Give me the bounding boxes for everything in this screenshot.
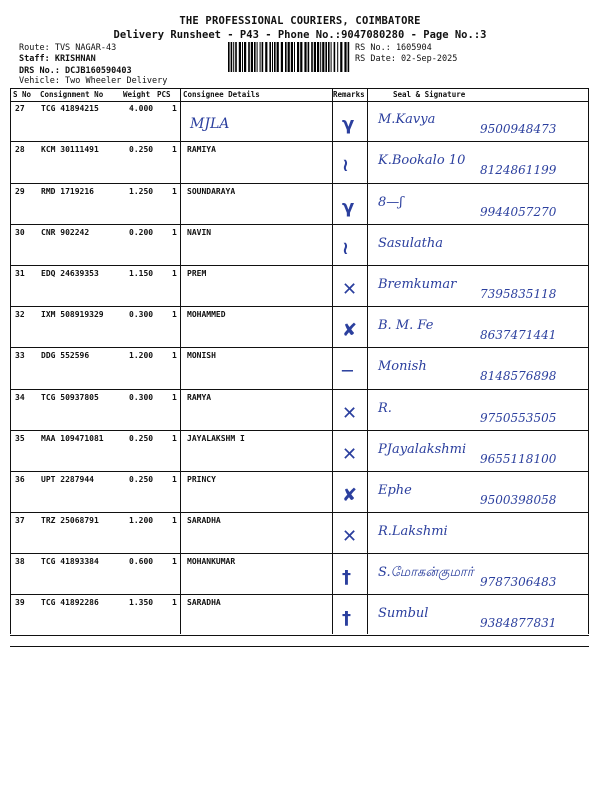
barcode-bar xyxy=(239,42,241,72)
barcode-bar xyxy=(304,42,306,72)
signature: Monish xyxy=(378,359,427,374)
barcode-bar xyxy=(288,42,290,72)
barcode-bar xyxy=(257,42,258,72)
row-consignment-no: TRZ 25068791 xyxy=(41,516,99,525)
signature-phone: 9384877831 xyxy=(480,616,557,630)
barcode-bar xyxy=(235,42,237,72)
row-pcs: 1 xyxy=(172,269,177,278)
remark-mark: ≀ xyxy=(342,238,349,259)
row-sno: 29 xyxy=(15,187,25,196)
remark-mark: γ xyxy=(342,197,355,218)
col-weight: Weight xyxy=(123,90,151,99)
barcode-bar xyxy=(269,42,271,72)
barcode-bar xyxy=(265,42,267,72)
table-row xyxy=(10,224,589,266)
col-consignee: Consignee Details xyxy=(183,90,260,99)
row-sno: 27 xyxy=(15,104,25,113)
company-name: THE PROFESSIONAL COURIERS, COIMBATORE xyxy=(179,15,421,27)
row-weight: 4.000 xyxy=(129,104,154,113)
row-pcs: 1 xyxy=(172,434,177,443)
signature: K.Bookalo 10 xyxy=(378,153,466,168)
signature-phone: 9750553505 xyxy=(480,411,557,425)
barcode-bar xyxy=(334,42,336,72)
remark-mark: γ xyxy=(342,114,355,135)
row-sno: 37 xyxy=(15,516,25,525)
rs-date: RS Date: 02-Sep-2025 xyxy=(355,54,458,64)
table-row xyxy=(10,347,589,390)
row-consignee: MOHAMMED xyxy=(187,310,226,319)
table-row xyxy=(10,141,589,184)
row-consignee: SARADHA xyxy=(187,598,221,607)
row-consignment-no: TCG 41893384 xyxy=(41,557,99,566)
row-consignee: PRINCY xyxy=(187,475,216,484)
handwritten-consignee: MJLA xyxy=(190,116,230,132)
table-row xyxy=(10,594,589,636)
col-sno: S No xyxy=(13,90,32,99)
barcode-bar xyxy=(297,42,299,72)
row-weight: 1.200 xyxy=(129,351,154,360)
row-sno: 34 xyxy=(15,393,25,402)
table-row xyxy=(10,183,589,225)
barcode-bar xyxy=(328,42,330,72)
barcode-bar xyxy=(337,42,338,72)
signature-phone: 8124861199 xyxy=(480,163,557,177)
table-bottom-line xyxy=(10,646,589,647)
barcode-bar xyxy=(285,42,287,72)
row-sno: 33 xyxy=(15,351,25,360)
row-consignment-no: TCG 41894215 xyxy=(41,104,99,113)
row-pcs: 1 xyxy=(172,475,177,484)
remark-mark: † xyxy=(342,567,351,588)
row-weight: 0.200 xyxy=(129,228,154,237)
row-pcs: 1 xyxy=(172,393,177,402)
remark-mark: ≀ xyxy=(342,155,349,176)
barcode-bar xyxy=(231,42,233,72)
table-row xyxy=(10,471,589,513)
row-pcs: 1 xyxy=(172,145,177,154)
row-weight: 0.300 xyxy=(129,393,154,402)
row-consignee: MONISH xyxy=(187,351,216,360)
row-pcs: 1 xyxy=(172,187,177,196)
signature: 8—ʃ xyxy=(378,195,403,210)
row-weight: 0.250 xyxy=(129,434,154,443)
signature-phone: 9500948473 xyxy=(480,122,557,136)
row-pcs: 1 xyxy=(172,104,177,113)
row-weight: 0.250 xyxy=(129,145,154,154)
row-sno: 38 xyxy=(15,557,25,566)
table-row xyxy=(10,430,589,472)
remark-mark: ✕ xyxy=(342,279,358,300)
row-consignment-no: EDQ 24639353 xyxy=(41,269,99,278)
signature: Sumbul xyxy=(378,606,429,621)
row-sno: 32 xyxy=(15,310,25,319)
barcode-bar xyxy=(344,42,346,72)
row-consignment-no: KCM 30111491 xyxy=(41,145,99,154)
row-consignee: MOHANKUMAR xyxy=(187,557,236,566)
signature: PJayalakshmi xyxy=(378,442,467,457)
row-consignment-no: RMD 1719216 xyxy=(41,187,94,196)
row-sno: 36 xyxy=(15,475,25,484)
row-weight: 0.300 xyxy=(129,310,154,319)
rs-no: RS No.: 1605904 xyxy=(355,43,432,53)
signature-phone: 8148576898 xyxy=(480,369,557,383)
barcode-bar xyxy=(325,42,327,72)
barcode xyxy=(228,42,350,72)
signature-phone: 9500398058 xyxy=(480,493,557,507)
barcode-bar xyxy=(291,42,293,72)
barcode-bar xyxy=(348,42,350,72)
remark-mark: ✕ xyxy=(342,403,358,424)
row-consignee: NAVIN xyxy=(187,228,212,237)
vehicle: Vehicle: Two Wheeler Delivery xyxy=(19,76,168,86)
table-row xyxy=(10,265,589,307)
signature: R.Lakshmi xyxy=(378,524,448,539)
row-consignee: RAMYA xyxy=(187,393,212,402)
route: Route: TVS NAGAR-43 xyxy=(19,43,117,53)
remark-mark: ✘ xyxy=(342,485,358,506)
signature-phone: 7395835118 xyxy=(480,287,557,301)
runsheet-title: Delivery Runsheet - P43 - Phone No.:9047080280 - Page No.:3 xyxy=(113,29,487,41)
row-consignee: JAYALAKSHM I xyxy=(187,434,245,443)
row-weight: 1.200 xyxy=(129,516,154,525)
row-pcs: 1 xyxy=(172,228,177,237)
drs-no: DRS No.: DCJB160590403 xyxy=(19,66,132,76)
barcode-bar xyxy=(308,42,310,72)
signature: R. xyxy=(378,401,392,416)
barcode-bar xyxy=(294,42,295,72)
remark-mark: ✕ xyxy=(342,444,358,465)
barcode-bar xyxy=(251,42,253,72)
col-remarks: Remarks xyxy=(333,90,365,99)
signature: Ephe xyxy=(378,483,412,498)
row-consignment-no: MAA 109471081 xyxy=(41,434,104,443)
row-consignment-no: DDG 552596 xyxy=(41,351,90,360)
barcode-bar xyxy=(233,42,234,72)
row-consignee: SARADHA xyxy=(187,516,221,525)
barcode-bar xyxy=(244,42,246,72)
row-weight: 0.250 xyxy=(129,475,154,484)
row-pcs: 1 xyxy=(172,310,177,319)
barcode-bar xyxy=(317,42,319,72)
row-consignment-no: CNR 902242 xyxy=(41,228,90,237)
remark-mark: ✘ xyxy=(342,320,358,341)
row-pcs: 1 xyxy=(172,557,177,566)
barcode-bar xyxy=(322,42,324,72)
barcode-bar xyxy=(281,42,283,72)
col-seal: Seal & Signature xyxy=(393,90,466,99)
barcode-bar xyxy=(262,42,264,72)
col-consignment: Consignment No xyxy=(40,90,104,99)
signature-phone: 9787306483 xyxy=(480,575,557,589)
barcode-bar xyxy=(228,42,230,72)
barcode-bar xyxy=(260,42,261,72)
row-pcs: 1 xyxy=(172,598,177,607)
row-consignee: PREM xyxy=(187,269,207,278)
remark-mark: ─ xyxy=(342,361,353,382)
row-consignment-no: TCG 41892286 xyxy=(41,598,99,607)
row-sno: 39 xyxy=(15,598,25,607)
signature-phone: 8637471441 xyxy=(480,328,557,342)
barcode-bar xyxy=(254,42,256,72)
row-sno: 31 xyxy=(15,269,25,278)
barcode-bar xyxy=(300,42,302,72)
signature-phone: 9944057270 xyxy=(480,205,557,219)
signature: M.Kavya xyxy=(378,112,436,127)
barcode-bar xyxy=(331,42,332,72)
row-weight: 1.150 xyxy=(129,269,154,278)
row-consignment-no: TCG 50937805 xyxy=(41,393,99,402)
barcode-bar xyxy=(272,42,273,72)
row-pcs: 1 xyxy=(172,351,177,360)
barcode-bar xyxy=(311,42,313,72)
row-sno: 35 xyxy=(15,434,25,443)
signature: S.மோகன்குமார் xyxy=(378,565,474,580)
row-sno: 30 xyxy=(15,228,25,237)
row-consignee: RAMIYA xyxy=(187,145,216,154)
signature-phone: 9655118100 xyxy=(480,452,557,466)
table-row xyxy=(10,100,589,142)
table-row xyxy=(10,512,589,554)
row-consignee: SOUNDARAYA xyxy=(187,187,236,196)
signature: B. M. Fe xyxy=(378,318,434,333)
table-row xyxy=(10,306,589,348)
barcode-bar xyxy=(277,42,279,72)
barcode-bar xyxy=(314,42,316,72)
row-pcs: 1 xyxy=(172,516,177,525)
table-row xyxy=(10,553,589,595)
barcode-bar xyxy=(274,42,276,72)
barcode-bar xyxy=(340,42,342,72)
signature: Sasulatha xyxy=(378,236,443,251)
row-weight: 1.250 xyxy=(129,187,154,196)
row-weight: 0.600 xyxy=(129,557,154,566)
staff: Staff: KRISHNAN xyxy=(19,54,96,64)
remark-mark: † xyxy=(342,608,351,629)
table-row xyxy=(10,389,589,431)
signature: Bremkumar xyxy=(378,277,457,292)
row-consignment-no: UPT 2287944 xyxy=(41,475,94,484)
barcode-bar xyxy=(320,42,321,72)
row-sno: 28 xyxy=(15,145,25,154)
row-weight: 1.350 xyxy=(129,598,154,607)
col-pcs: PCS xyxy=(157,90,171,99)
barcode-bar xyxy=(248,42,250,72)
remark-mark: ✕ xyxy=(342,526,358,547)
barcode-bar xyxy=(242,42,243,72)
row-consignment-no: IXM 508919329 xyxy=(41,310,104,319)
